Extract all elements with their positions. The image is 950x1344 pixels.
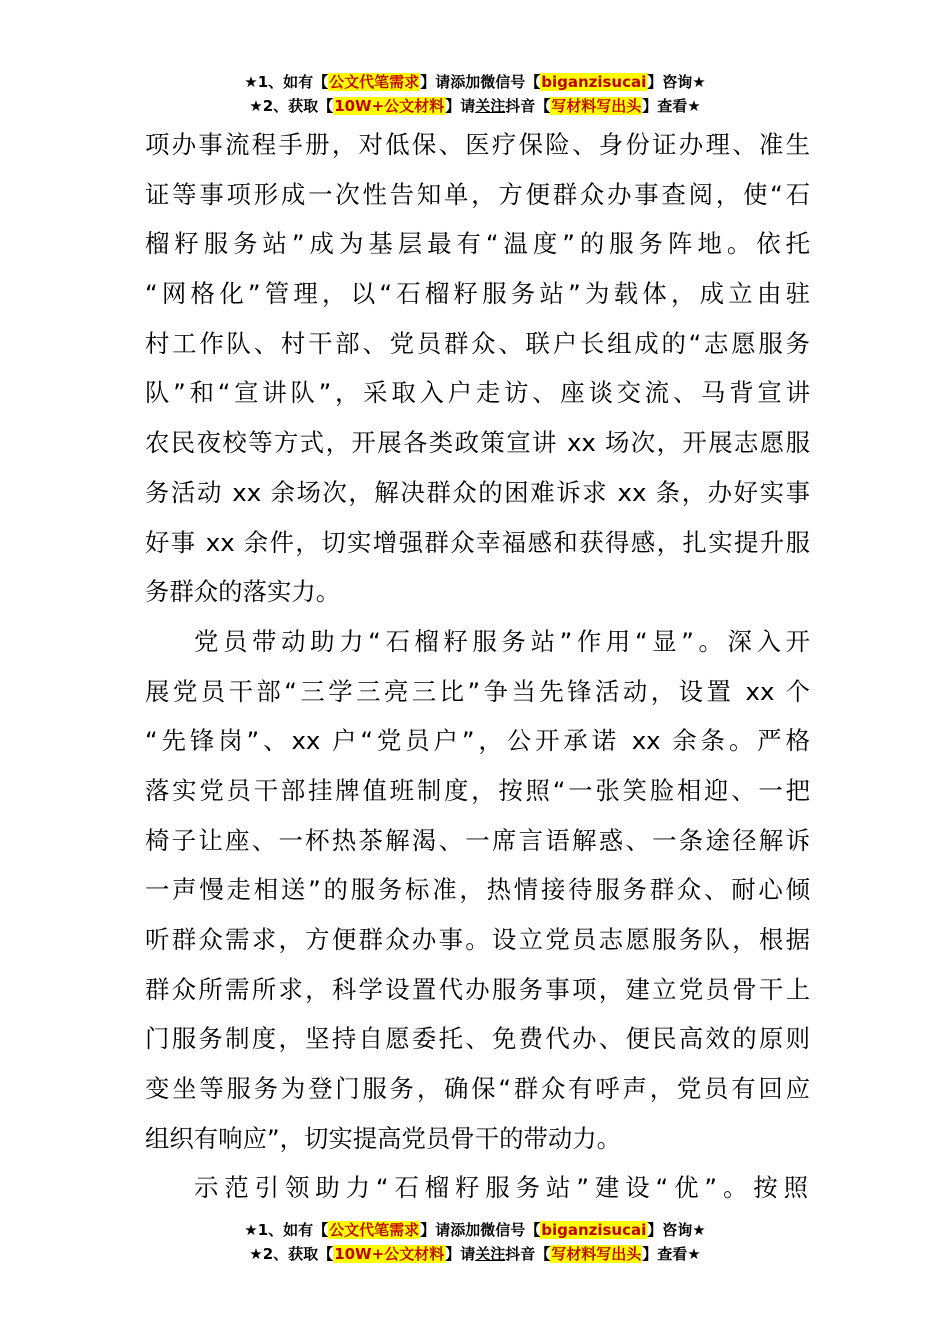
body-line-paragraph-end: 务群众的落实力。 <box>145 577 341 607</box>
paragraph-heading-line: 党员带动助力“石榴籽服务站”作用“显”。深入开 <box>194 626 810 656</box>
body-line: 村工作队、村干部、党员群众、联户长组成的“志愿服务 <box>145 328 810 358</box>
header-banner-line-2 <box>0 94 950 118</box>
banner-text: ★2、获取【 <box>249 97 334 115</box>
body-line: 展党员干部“三学三亮三比”争当先锋活动，设置 xx 个 <box>145 676 810 706</box>
body-line: 好事 xx 余件，切实增强群众幸福感和获得感，扎实提升服 <box>145 527 810 557</box>
footer-banner-line-1 <box>0 1218 950 1242</box>
banner-text: 抖音【 <box>505 1245 551 1263</box>
body-line: 证等事项形成一次性告知单，方便群众办事查阅，使“石 <box>145 179 810 209</box>
banner-text: ★1、如有【 <box>244 1221 329 1239</box>
banner-text: 】请 <box>445 97 476 115</box>
document-body <box>145 120 810 1213</box>
banner-text: 】查看★ <box>642 1245 701 1263</box>
body-line: 变坐等服务为登门服务，确保“群众有呼声，党员有回应 <box>145 1074 810 1104</box>
body-line: 听群众需求，方便群众办事。设立党员志愿服务队，根据 <box>145 925 810 954</box>
banner-text: 】请添加微信号【 <box>420 1221 541 1239</box>
banner-text: ★2、获取【 <box>249 1245 334 1263</box>
banner-text: 抖音【 <box>505 97 551 115</box>
body-line-paragraph-end: 组织有响应”，切实提高党员骨干的带动力。 <box>145 1123 622 1153</box>
banner-highlight-materials: 10W+公文材料 <box>334 1245 445 1263</box>
banner-text: 】咨询★ <box>647 73 706 91</box>
paragraph-heading-line: 示范引领助力“石榴籽服务站”建设“优”。按照 <box>194 1173 810 1203</box>
banner-underlined-follow: 关注 <box>475 97 506 115</box>
header-banner-line-1 <box>0 70 950 94</box>
body-line: 项办事流程手册，对低保、医疗保险、身份证办理、准生 <box>145 130 810 159</box>
banner-highlight-materials: 10W+公文材料 <box>334 97 445 115</box>
body-line: 椅子让座、一杯热茶解渴、一席言语解惑、一条途径解诉 <box>145 825 810 855</box>
body-line: 农民夜校等方式，开展各类政策宣讲 xx 场次，开展志愿服 <box>145 428 810 458</box>
banner-highlight-douyin: 写材料写出头 <box>551 1245 642 1263</box>
header-banner <box>0 70 950 118</box>
banner-highlight-service: 公文代笔需求 <box>329 73 420 91</box>
body-line: 务活动 xx 余场次，解决群众的困难诉求 xx 条，办好实事 <box>145 477 810 507</box>
footer-banner-line-2 <box>0 1242 950 1266</box>
body-line: 群众所需所求，科学设置代办服务事项，建立党员骨干上 <box>145 974 810 1004</box>
body-line: 落实党员干部挂牌值班制度，按照“一张笑脸相迎、一把 <box>145 775 810 805</box>
banner-highlight-service: 公文代笔需求 <box>329 1221 420 1239</box>
banner-text: 】请 <box>445 1245 476 1263</box>
banner-text: ★1、如有【 <box>244 73 329 91</box>
body-line: “网格化”管理，以“石榴籽服务站”为载体，成立由驻 <box>145 279 810 309</box>
banner-text: 】咨询★ <box>647 1221 706 1239</box>
body-line: 榴籽服务站”成为基层最有“温度”的服务阵地。依托 <box>145 229 810 259</box>
footer-banner <box>0 1218 950 1266</box>
banner-text: 】请添加微信号【 <box>420 73 541 91</box>
banner-text: 】查看★ <box>642 97 701 115</box>
body-line: 队”和“宣讲队”，采取入户走访、座谈交流、马背宣讲 <box>145 378 810 408</box>
banner-highlight-wechat-id: biganzisucai <box>541 1221 647 1239</box>
banner-underlined-follow: 关注 <box>475 1245 506 1263</box>
body-line: 门服务制度，坚持自愿委托、免费代办、便民高效的原则 <box>145 1024 810 1054</box>
body-line: “先锋岗”、xx 户“党员户”，公开承诺 xx 余条。严格 <box>145 726 810 756</box>
banner-highlight-douyin: 写材料写出头 <box>551 97 642 115</box>
body-line: 一声慢走相送”的服务标准，热情接待服务群众、耐心倾 <box>145 875 810 905</box>
banner-highlight-wechat-id: biganzisucai <box>541 73 647 91</box>
